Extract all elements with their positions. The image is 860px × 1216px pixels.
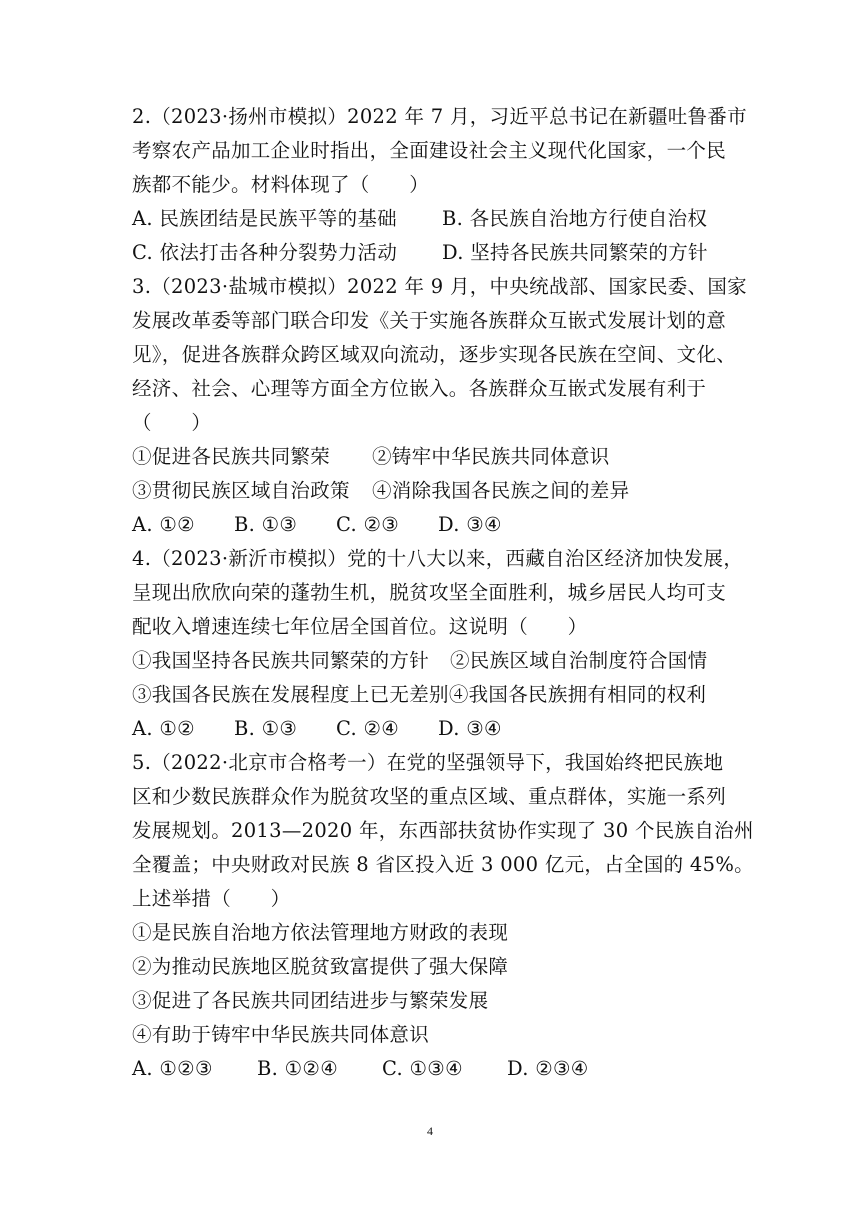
question-3-statements-row bbox=[132, 474, 732, 508]
statement-3: ③贯彻民族区域自治政策 bbox=[132, 479, 350, 502]
page-number: 4 bbox=[427, 1124, 433, 1138]
question-2-options-row bbox=[132, 236, 732, 270]
statement-4: ④有助于铸牢中华民族共同体意识 bbox=[132, 1023, 430, 1046]
option-d: D. 坚持各民族共同繁荣的方针 bbox=[442, 241, 708, 264]
question-5-options-row bbox=[132, 1052, 732, 1086]
option-c: C. ②③ bbox=[336, 513, 400, 536]
option-a: A. ①② bbox=[132, 513, 195, 536]
option-d: D. ③④ bbox=[438, 513, 502, 536]
question-content bbox=[132, 100, 754, 1086]
statement-1: ①促进各民族共同繁荣 bbox=[132, 445, 331, 468]
option-b: B. ①②④ bbox=[257, 1057, 338, 1080]
option-b: B. 各民族自治地方行使自治权 bbox=[442, 207, 708, 230]
option-c: C. ②④ bbox=[336, 717, 400, 740]
question-2-text-line: 2.（2023·扬州市模拟）2022 年 7 月，习近平总书记在新疆吐鲁番市 bbox=[132, 105, 747, 128]
question-3 bbox=[132, 270, 747, 542]
option-c: C. 依法打击各种分裂势力活动 bbox=[132, 241, 398, 264]
question-5-text-line: 5.（2022·北京市合格考一）在党的坚强领导下，我国始终把民族地 bbox=[132, 751, 724, 774]
question-4-text-line: 配收入增速连续七年位居全国首位。这说明（ ） bbox=[132, 615, 588, 638]
option-b: B. ①③ bbox=[234, 717, 298, 740]
question-2-text-line: 考察农产品加工企业时指出，全面建设社会主义现代化国家，一个民 bbox=[132, 139, 727, 162]
question-4-text-line: 4.（2023·新沂市模拟）党的十八大以来，西藏自治区经济加快发展， bbox=[132, 547, 744, 570]
question-2 bbox=[132, 100, 747, 270]
statement-3: ③我国各民族在发展程度上已无差别 bbox=[132, 683, 449, 706]
statement-1: ①是民族自治地方依法管理地方财政的表现 bbox=[132, 921, 509, 944]
question-2-text-line: 族都不能少。材料体现了（ ） bbox=[132, 173, 430, 196]
question-4 bbox=[132, 542, 744, 746]
statement-2: ②民族区域自治制度符合国情 bbox=[450, 649, 708, 672]
statement-4: ④我国各民族拥有相同的权利 bbox=[448, 683, 707, 706]
option-a: A. ①② bbox=[132, 717, 195, 740]
option-b: B. ①③ bbox=[234, 513, 298, 536]
question-5-text-line: 发展规划。2013—2020 年，东西部扶贫协作实现了 30 个民族自治州 bbox=[132, 819, 754, 842]
question-5-text-line: 区和少数民族群众作为脱贫攻坚的重点区域、重点群体，实施一系列 bbox=[132, 785, 727, 808]
option-d: D. ③④ bbox=[438, 717, 502, 740]
question-2-options-row bbox=[132, 202, 732, 236]
statement-4: ④消除我国各民族之间的差异 bbox=[372, 479, 630, 502]
question-4-statements-row bbox=[132, 678, 732, 712]
question-3-options-row bbox=[132, 508, 732, 542]
option-a: A. 民族团结是民族平等的基础 bbox=[132, 207, 397, 230]
question-5-text-line: 上述举措（ ） bbox=[132, 887, 291, 910]
option-d: D. ②③④ bbox=[507, 1057, 589, 1080]
statement-2: ②为推动民族地区脱贫致富提供了强大保障 bbox=[132, 955, 509, 978]
question-4-text-line: 呈现出欣欣向荣的蓬勃生机，脱贫攻坚全面胜利，城乡居民人均可支 bbox=[132, 581, 727, 604]
option-a: A. ①②③ bbox=[132, 1057, 213, 1080]
question-4-statements-row bbox=[132, 644, 732, 678]
question-3-text-line: 见》，促进各族群众跨区域双向流动，逐步实现各民族在空间、文化、 bbox=[132, 343, 737, 366]
question-4-options-row bbox=[132, 712, 732, 746]
question-3-statements-row bbox=[132, 440, 732, 474]
question-3-text-line: 3.（2023·盐城市模拟）2022 年 9 月，中央统战部、国家民委、国家 bbox=[132, 275, 747, 298]
question-3-text-line: （ ） bbox=[132, 411, 212, 434]
question-5-text-line: 全覆盖；中央财政对民族 8 省区投入近 3 000 亿元，占全国的 45%。 bbox=[132, 853, 754, 876]
question-3-text-line: 发展改革委等部门联合印发《关于实施各族群众互嵌式发展计划的意 bbox=[132, 309, 727, 332]
statement-1: ①我国坚持各民族共同繁荣的方针 bbox=[132, 649, 430, 672]
option-c: C. ①③④ bbox=[382, 1057, 463, 1080]
statement-2: ②铸牢中华民族共同体意识 bbox=[372, 445, 610, 468]
question-3-text-line: 经济、社会、心理等方面全方位嵌入。各族群众互嵌式发展有利于 bbox=[132, 377, 707, 400]
statement-3: ③促进了各民族共同团结进步与繁荣发展 bbox=[132, 989, 489, 1012]
question-5 bbox=[132, 746, 754, 1086]
